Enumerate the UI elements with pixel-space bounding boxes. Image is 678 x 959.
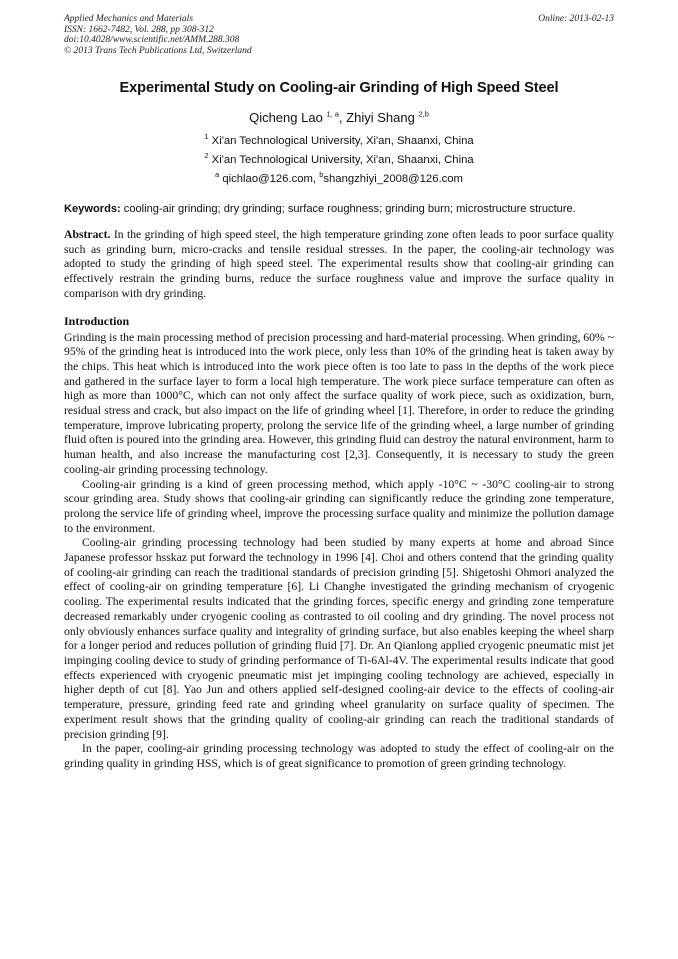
doi-line: doi:10.4028/www.scientific.net/AMM.288.308 <box>64 35 240 45</box>
email-mark: b <box>319 170 324 180</box>
paragraph: Cooling-air grinding processing technology had been studied by many experts at home and abroad Since Japanese professor hsskaz put forward the technology in 1996 [4]. Choi and others contend that the grinding quality of cooling-air grinding can reach the traditional standards of precision grinding [5]. Shigetoshi Ohmori analyzed the effect of cooling-air on grinding temperature [6]. Li Changhe investigated the grinding mechanism of cryogenic cooling. The experimental results indicated that the grinding forces, specific energy and grinding zone temperature decreased remarkably under cryogenic cooling as contrasted to oil cooling and dry grinding. The novel process not only obviously enhances surface quality and integrality of grinding surface, but also enables keeping the wheel sharp for a longer period and reduces pollution of grinding fluid [7]. Dr. An Qianlong applied cryogenic pneumatic mist jet impinging cooling device to study of grinding performance of Ti-6Al-4V. The experimental results indicate that good effects experienced with cryogenic pneumatic mist jet impinging cooling technology are achieved, especially in higher depth of cut [8]. Yao Jun and others applied self-designed cooling-air device to the effects of cooling-air temperature, pressure, grinding feed rate and grinding wheel granularity on surface quality of specimen. The experiment result shows that the grinding quality of cooling-air grinding can reach the traditional standards of precision grinding [9]. <box>64 536 614 741</box>
abstract <box>64 228 614 302</box>
email-mark: a <box>215 170 220 180</box>
email-line <box>64 170 614 185</box>
section-heading: Introduction <box>64 313 130 328</box>
paragraph: In the paper, cooling-air grinding processing technology was adopted to study the effect of cooling-air on the grinding quality in grinding HSS, which is of great significance to promotion of green grinding technology. <box>64 742 614 770</box>
email-address[interactable]: shangzhiyi_2008@126.com <box>323 173 463 185</box>
affiliation-text: Xi'an Technological University, Xi'an, Shaanxi, China <box>211 154 474 166</box>
journal-name: Applied Mechanics and Materials <box>64 14 194 24</box>
paper-page <box>64 14 614 772</box>
copyright-line: © 2013 Trans Tech Publications Ltd, Switzerland <box>64 45 252 56</box>
abstract-label: Abstract. <box>64 228 111 241</box>
paper-title: Experimental Study on Cooling-air Grinding of High Speed Steel <box>119 80 559 96</box>
abstract-text: In the grinding of high speed steel, the high temperature grinding zone often leads to poor surface quality such as grinding burn, micro-cracks and tensile residual stresses. In the paper, the cooling-air technology was adopted to study the grinding of high speed steel. The experimental results show that cooling-air grinding can effectively restrain the grinding burns, reduce the surface roughness value and improve the surface quality in comparison with dry grinding. <box>64 228 614 300</box>
author-line <box>64 110 614 125</box>
keywords <box>64 202 614 216</box>
keywords-label: Keywords: <box>64 203 121 215</box>
journal-header <box>64 14 614 56</box>
keywords-text: cooling-air grinding; dry grinding; surface roughness; grinding burn; microstructure structure. <box>120 203 576 215</box>
affiliation <box>64 132 614 147</box>
header-left <box>64 14 614 56</box>
author-separator: , <box>338 110 347 125</box>
affiliation-text: Xi'an Technological University, Xi'an, Shaanxi, China <box>211 135 474 147</box>
author-name: Zhiyi Shang <box>346 110 415 125</box>
paragraph: Grinding is the main processing method of precision processing and hard-material processing. When grinding, 60% ~ 95% of the grinding heat is introduced into the work piece, only less than 10% of the grinding heat is taken away by the chips. This heat which is introduced into the work piece often is too late to pass in the depths of the work piece and gathered in the surface layer to form a local high temperature. The work piece surface temperature can often as high as more than 1000°C, which can not only affect the surface quality of work piece, such as oxidization, burn, residual stress and crack, but also impact on the life of grinding wheel [1]. Therefore, in order to reduce the grinding temperature, improve lubricating property, prolong the service life of the grinding wheel, a large number of grinding fluid often is poured into the grinding area. However, this grinding fluid can destroy the natural environment, harm to human health, and also increase the manufacturing cost [2,3]. Consequently, it is necessary to study the green cooling-air grinding processing technology. <box>64 330 614 476</box>
email-address[interactable]: qichlao@126.com, <box>219 173 320 185</box>
paragraph: Cooling-air grinding is a kind of green processing method, which apply -10°C ~ -30°C cooling-air to strong scour grinding area. Study shows that cooling-air grinding can significantly reduce the grinding zone temperature, prolong the service life of grinding wheel, improve the processing surface quality and minimize the pollution damage to the environment. <box>64 477 614 535</box>
affiliation <box>64 151 614 166</box>
affiliation-mark: 2 <box>204 151 209 161</box>
author-affil-mark: 1, a <box>326 109 339 119</box>
issn-line: ISSN: 1662-7482, Vol. 288, pp 308-312 <box>64 24 214 35</box>
author-name: Qicheng Lao <box>249 110 323 125</box>
online-date: Online: 2013-02-13 <box>538 14 614 24</box>
affiliation-mark: 1 <box>204 132 209 142</box>
author-affil-mark: 2,b <box>418 109 429 119</box>
